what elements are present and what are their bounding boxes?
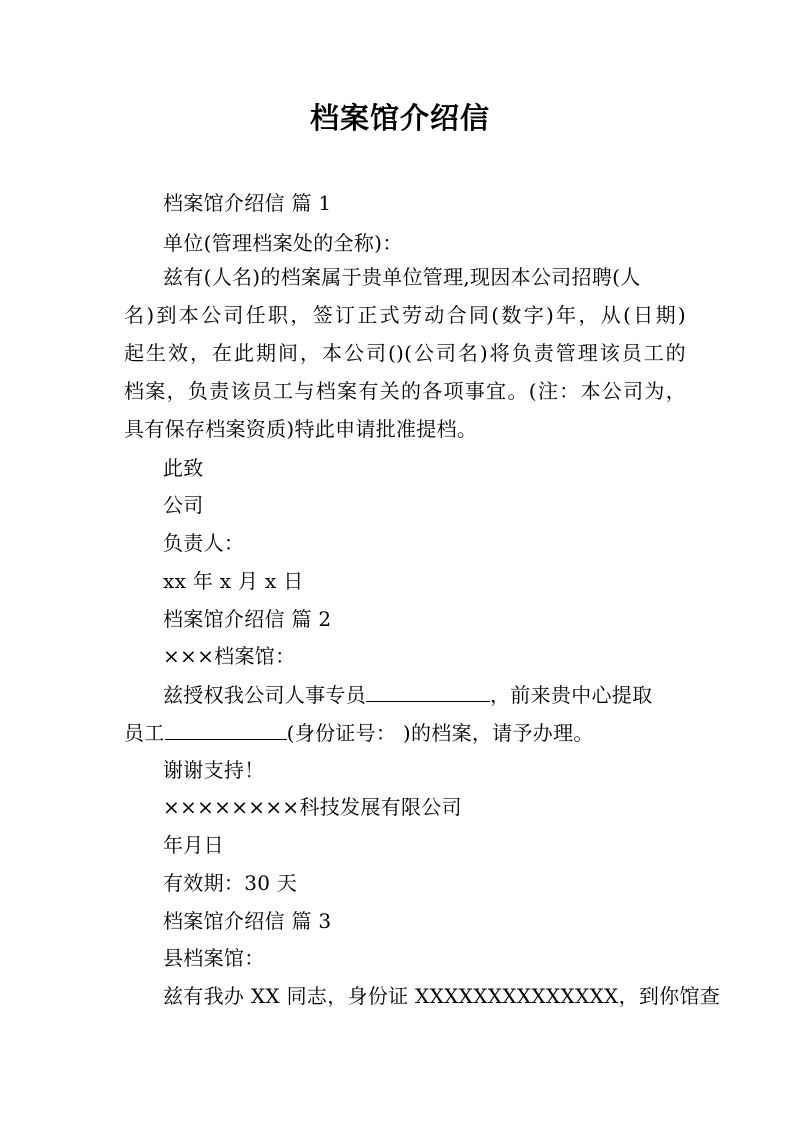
fill-in-blank-line	[366, 679, 490, 702]
section2-body-line	[124, 717, 594, 748]
section2-body-text: 员工	[124, 721, 165, 745]
section2-body-line	[163, 679, 652, 710]
section2-heading: 档案馆介绍信 篇 2	[163, 607, 332, 631]
section1-date: xx 年 x 月 x 日	[163, 569, 304, 593]
section1-body-line: 档案，负责该员工与档案有关的各项事宜。(注：本公司为，	[124, 379, 686, 403]
section3-body-line: 兹有我办 XX 同志，身份证 XXXXXXXXXXXXXX，到你馆查	[163, 984, 721, 1008]
section1-body-line: 名)到本公司任职，签订正式劳动合同(数字)年，从(日期)	[124, 303, 686, 327]
section1-body-line: 具有保存档案资质)特此申请批准提档。	[124, 417, 478, 441]
section2-body-text: ，前来贵中心提取	[490, 683, 653, 707]
section2-body-text: 兹授权我公司人事专员	[163, 683, 366, 707]
section1-addressee: 单位(管理档案处的全称)：	[163, 231, 403, 255]
section2-addressee: ×××档案馆：	[163, 644, 296, 668]
document-title: 档案馆介绍信	[309, 101, 490, 135]
section2-body-text: (身份证号： )的档案，请予办理。	[286, 721, 594, 745]
section1-body-line: 兹有(人名)的档案属于贵单位管理,现因本公司招聘(人	[163, 265, 641, 289]
section1-body-line: 起生效，在此期间，本公司()(公司名)将负责管理该员工的	[124, 341, 686, 365]
section2-thanks: 谢谢支持！	[163, 758, 265, 782]
section2-company: ××××××××科技发展有限公司	[163, 795, 462, 819]
section1-heading: 档案馆介绍信 篇 1	[163, 191, 332, 215]
section2-date: 年月日	[163, 833, 224, 857]
section3-addressee: 县档案馆：	[163, 946, 265, 970]
section1-recipient: 公司	[163, 493, 204, 517]
section3-heading: 档案馆介绍信 篇 3	[163, 909, 332, 933]
section1-responsible: 负责人：	[163, 531, 245, 555]
fill-in-blank-line	[165, 717, 287, 740]
section2-validity: 有效期：30 天	[163, 871, 298, 895]
section1-closing: 此致	[163, 456, 204, 480]
